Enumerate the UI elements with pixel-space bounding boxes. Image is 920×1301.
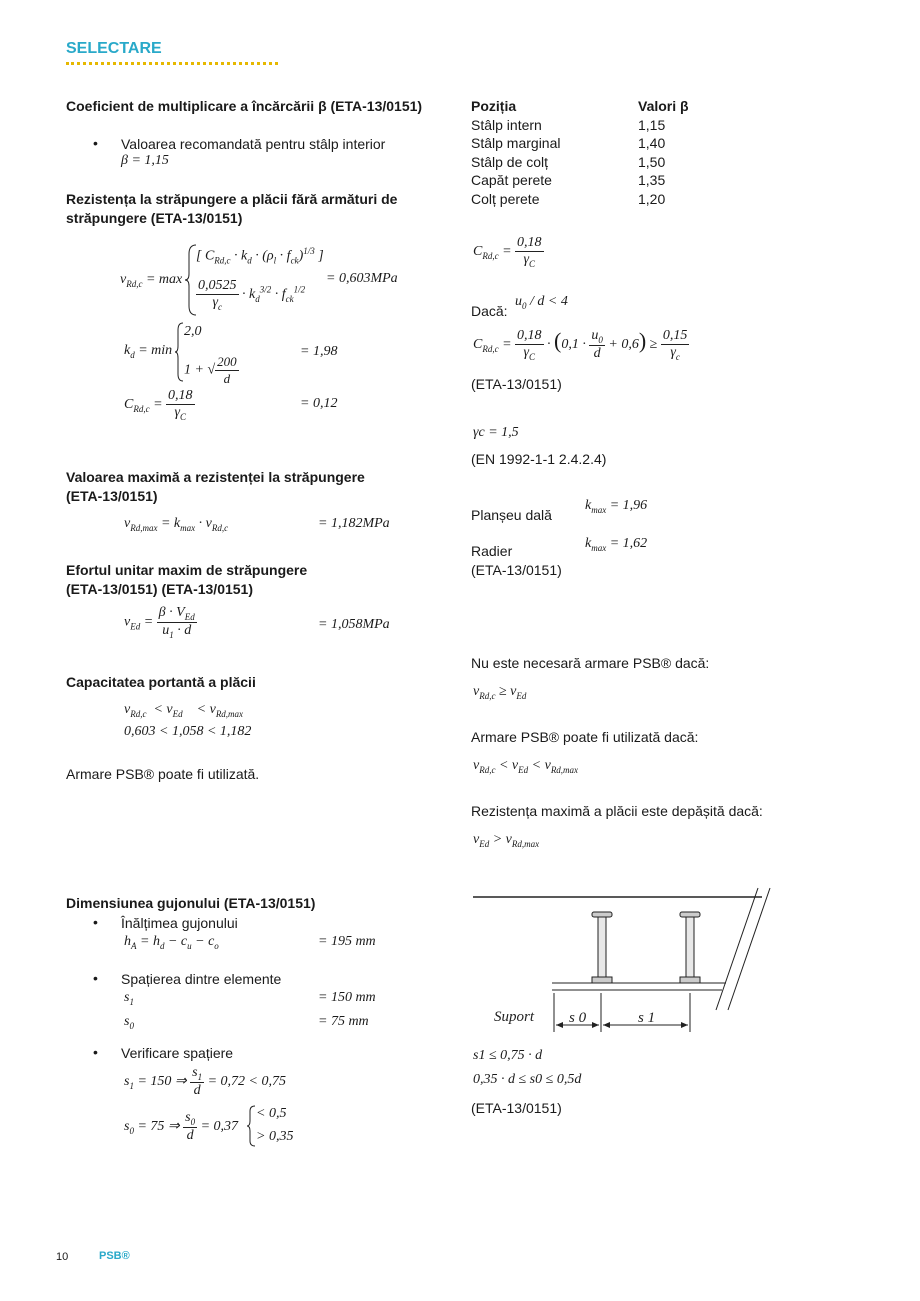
planseu-label: Planșeu dală [471,507,552,523]
table-cell: Stâlp de colț [471,153,549,170]
table-row [471,134,689,153]
vrdc-result: = 0,603MPa [326,271,398,286]
condition-1: Nu este necesară armare PSB® dacă: [471,655,710,671]
s1-label: s 1 [638,1010,656,1026]
capacity-values: 0,603 < 1,058 < 1,182 [124,724,252,739]
s0-check-upper: < 0,5 [256,1106,287,1121]
table-header: Valori β [638,98,689,114]
table-row [471,116,689,135]
eta-ref-2: (ETA-13/0151) [471,562,562,578]
spacing-rule-1: s1 ≤ 0,75 · d [473,1048,543,1063]
resistance-heading-1: Rezistența la străpungere a plăcii fără armături de [66,191,398,207]
ved-heading-1: Efortul unitar maxim de străpungere [66,562,308,578]
bullet-icon: • [93,135,98,151]
condition-2-formula: $v_{Rd,c} < v_{Ed} < v_{Rd,max}$ [473,758,579,775]
vmax-result: = 1,182MPa [318,516,390,531]
capacity-formula: $v_{Rd,c} < v_{Ed}$ < $v_{Rd,max}$ [124,702,244,719]
ved-formula: $v_{Ed}$ = $\frac{\beta \cdot V_{Ed}}{u_1 \cdot d}$ [124,605,195,640]
crdc-result: = 0,12 [300,396,338,411]
footer-brand: PSB® [99,1250,130,1262]
kd-result: = 1,98 [300,344,338,359]
daca-condition: $u_0 / d < 4$ [515,294,568,311]
vrdc-formula: $v_{Rd,c} = \max$ [ $C_{Rd,c} \cdot k_d \cdot (\rho_l \cdot f_{ck})^{1/3}$ ] $\frac{0,0525}{\gamma_c}$ · $k_d^{3/2} \cdot f_{ck}^{1/2}$ [120,244,330,316]
table-cell: Stâlp marginal [471,135,561,152]
kd-brace [174,322,184,382]
spacing-rule-2: 0,35 · d ≤ s0 ≤ 0,5d [473,1072,582,1087]
vmax-heading-2: (ETA-13/0151) [66,488,158,504]
daca-label: Dacă: [471,303,508,319]
slab-edge-line [728,888,770,1010]
spacing-check-label: Verificare spațiere [121,1045,234,1061]
s1-check: $s_1 = 150$ ⇒ $\frac{s_1}{d}$ = 0,72 < 0,75 [124,1065,286,1098]
page-title: SELECTARE [66,40,162,57]
page-number: 10 [56,1251,69,1263]
eta-ref-3: (ETA-13/0151) [471,1100,562,1116]
s0-label: s 0 [569,1010,587,1026]
crdc-formula: $C_{Rd,c}$ = $\frac{0,18}{\gamma_C}$ [124,388,193,422]
stud-height-label: Înălțimea gujonului [121,915,238,931]
kmax-2-value: = 1,62 [609,536,648,551]
vmax-formula: $v_{Rd,max} = k_{max} \cdot v_{Rd,c}$ [124,516,229,533]
ved-result: = 1,058MPa [318,617,390,632]
crdc-right-formula: $C_{Rd,c}$ = $\frac{0,18}{\gamma_C}$ [473,235,542,269]
stud-spacing-diagram [470,880,790,1040]
table-header-row [471,97,689,116]
title-divider [66,62,278,65]
table-cell: Capăt perete [471,172,552,189]
condition-1-formula: $v_{Rd,c} \ge v_{Ed}$ [473,684,527,701]
support-label: Suport [494,1009,535,1025]
stud-height-formula: $h_A = h_d - c_u - c_o$ [124,934,219,951]
resistance-heading-2: străpungere (ETA-13/0151) [66,210,243,226]
crdc-daca-formula: $C_{Rd,c}$ = $\frac{0,18}{\gamma_C}$ · (0,1 · $\frac{u_0}{d}$ + 0,6) ≥ $\frac{0,15}{\gamma_c}$ [473,328,688,362]
table-header: Poziția [471,98,517,114]
bullet-icon: • [93,914,98,930]
s0-result: = 75 mm [318,1014,369,1029]
bullet-icon: • [93,970,98,986]
s0-symbol: $s_0$ [124,1014,134,1031]
condition-3-formula: $v_{Ed} > v_{Rd,max}$ [473,832,540,849]
capacity-heading: Capacitatea portantă a plăcii [66,674,256,690]
kmax-2: $k_{max} = 1,62$ [585,536,648,553]
s1-result: = 150 mm [318,990,376,1005]
capacity-conclusion: Armare PSB® poate fi utilizată. [66,766,260,782]
table-cell: 1,15 [638,116,666,133]
kd-formula: $k_d = \min$ 2,0 1 + √ $\frac{200}{d}$ [124,324,237,386]
s1-symbol: $s_1$ [124,990,134,1007]
slab-edge-line [716,888,758,1010]
table-cell: Stâlp intern [471,116,542,133]
table-row [471,171,689,190]
ved-heading-2: (ETA-13/0151) (ETA-13/0151) [66,581,253,597]
table-cell: 1,50 [638,153,666,170]
condition-2: Armare PSB® poate fi utilizată dacă: [471,729,699,745]
beta-bullet-text: Valoarea recomandată pentru stâlp interior [121,136,386,152]
spacing-label: Spațierea dintre elemente [121,971,282,987]
eta-ref-1: (ETA-13/0151) [471,376,562,392]
condition-3: Rezistența maximă a plăcii este depășită dacă: [471,803,763,819]
en-ref: (EN 1992-1-1 2.4.2.4) [471,451,607,467]
beta-heading: Coeficient de multiplicare a încărcării β (ETA-13/0151) [66,98,423,114]
s0-check-lower: > 0,35 [256,1129,294,1144]
beta-value: β = 1,15 [121,153,169,168]
s0-check: $s_0 = 75$ ⇒ $\frac{s_0}{d}$ = 0,37 [124,1110,239,1143]
radier-label: Radier [471,543,513,559]
stud-1 [592,912,612,983]
table-cell: 1,20 [638,190,666,207]
bullet-icon: • [93,1044,98,1060]
kmax-1-value: = 1,96 [609,498,648,513]
stud-height-result: = 195 mm [318,934,376,949]
dimension-heading: Dimensiunea gujonului (ETA-13/0151) [66,895,316,911]
table-cell: 1,40 [638,135,666,152]
table-cell: Colț perete [471,190,540,207]
stud-2 [680,912,700,983]
table-cell: 1,35 [638,172,666,189]
table-row [471,190,689,209]
s0-brace [246,1105,256,1147]
table-row [471,153,689,172]
vmax-heading-1: Valoarea maximă a rezistenței la străpungere [66,469,365,485]
gamma-c: γc = 1,5 [473,425,519,440]
beta-table [471,97,689,209]
kmax-1: $k_{max} = 1,96$ [585,498,648,515]
